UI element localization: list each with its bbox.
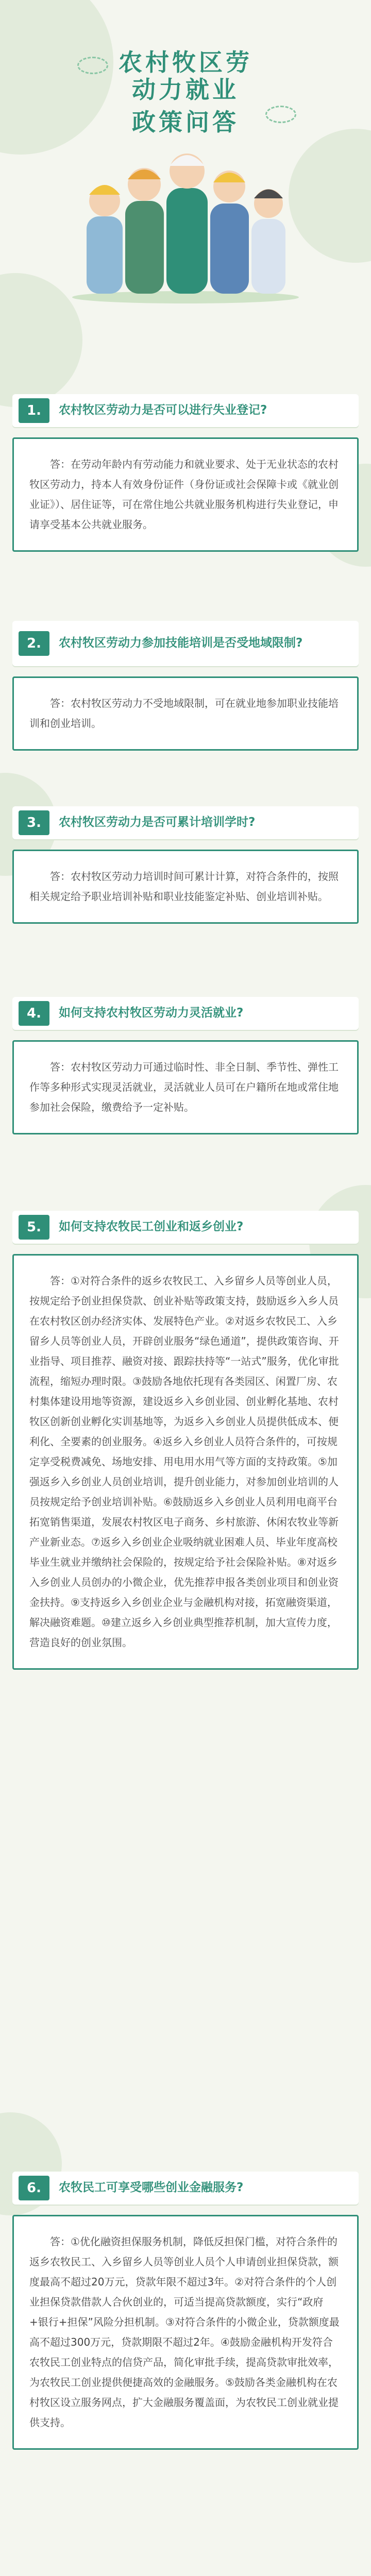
question-bar — [12, 394, 359, 427]
question-number: 4. — [19, 1001, 49, 1026]
answer-box — [12, 850, 359, 924]
answer-text: 答：农村牧区劳动力不受地域限制，可在就业地参加职业技能培训和创业培训。 — [29, 697, 339, 730]
qa-section-5 — [12, 1211, 359, 1670]
question-bar — [12, 621, 359, 666]
page-title — [106, 49, 265, 136]
question-number: 1. — [19, 398, 49, 423]
qa-section-2 — [12, 621, 359, 751]
question-text: 如何支持农牧民工创业和返乡创业? — [59, 1220, 244, 1234]
answer-box — [12, 2215, 359, 2450]
question-number: 5. — [19, 1215, 49, 1240]
answer-box — [12, 437, 359, 552]
answer-text: 答：农村牧区劳动力培训时间可累计计算，对符合条件的，按照相关规定给予职业培训补贴和职业技能鉴定补贴、创业培训补贴。 — [29, 870, 339, 903]
qa-section-4 — [12, 997, 359, 1134]
answer-box — [12, 1040, 359, 1134]
question-bar — [12, 806, 359, 839]
title-line-2: 政策问答 — [132, 108, 239, 136]
workers-illustration — [81, 139, 290, 294]
question-text: 农村牧区劳动力是否可累计培训学时? — [59, 816, 256, 829]
title-decoration — [265, 106, 296, 123]
answer-text: 答：①优化融资担保服务机制，降低反担保门槛，对符合条件的返乡农牧民工、入乡留乡人员等创业人员个人申请创业担保贷款，额度最高不超过20万元，贷款年限不超过3年。②对符合条件的个人创业担保贷款借款人合伙创业的，可适当提高贷款额度，实行“政府+银行+担保”风险分担机制。③对符合条件的小微企业，贷款额度最高不超过300万元，贷款期限不超过2年。④鼓励金融机构开发符合农牧民工创业特点的信贷产品，简化审批手续，提高贷款审批效率，为农牧民工创业提供便捷高效的金融服务。⑤鼓励各类金融机构在农村牧区设立服务网点，扩大金融服务覆盖面，为农牧民工创业就业提供支持。 — [29, 2235, 340, 2429]
question-text: 农村牧区劳动力参加技能培训是否受地域限制? — [59, 636, 303, 650]
title-line-1: 农村牧区劳动力就业 — [119, 48, 252, 104]
qa-section-6 — [12, 2172, 359, 2450]
answer-text: 答：农村牧区劳动力可通过临时性、非全日制、季节性、弹性工作等多种形式实现灵活就业，灵活就业人员可在户籍所在地或常住地参加社会保险，缴费给予一定补贴。 — [29, 1061, 339, 1113]
title-decoration — [77, 57, 108, 74]
workers-illustration-svg — [81, 139, 290, 294]
header — [0, 0, 371, 392]
question-text: 农村牧区劳动力是否可以进行失业登记? — [59, 403, 267, 417]
question-bar — [12, 2172, 359, 2205]
answer-text: 答：在劳动年龄内有劳动能力和就业要求、处于无业状态的农村牧区劳动力，持本人有效身份证件（身份证或社会保障卡或《就业创业证》）、居住证等，可在常住地公共就业服务机构进行失业登记，申请享受基本公共就业服务。 — [29, 458, 339, 531]
question-number: 3. — [19, 810, 49, 835]
question-number: 2. — [19, 631, 49, 656]
answer-box — [12, 1254, 359, 1670]
question-text: 如何支持农村牧区劳动力灵活就业? — [59, 1006, 244, 1020]
qa-section-1 — [12, 394, 359, 552]
qa-section-3 — [12, 806, 359, 924]
question-number: 6. — [19, 2176, 49, 2200]
question-bar — [12, 1211, 359, 1244]
answer-text: 答：①对符合条件的返乡农牧民工、入乡留乡人员等创业人员，按规定给予创业担保贷款、创业补贴等政策支持，鼓励返乡入乡人员在农村牧区创办经济实体、发展特色产业。②对返乡农牧民工、入乡留乡人员等创业人员，开辟创业服务“绿色通道”，提供政策咨询、开业指导、项目推荐、融资对接、跟踪扶持等“一站式”服务，优化审批流程，缩短办理时限。③鼓励各地依托现有各类园区、闲置厂房、农村集体建设用地等资源，建设返乡入乡创业园、创业孵化基地、农村牧区创新创业孵化实训基地等，为返乡入乡创业人员提供低成本、便利化、全要素的创业服务。④返乡入乡创业人员符合条件的，可按规定享受税费减免、场地安排、用电用水用气等方面的支持政策。⑤加强返乡入乡创业人员创业培训，提升创业能力，对参加创业培训的人员按规定给予创业培训补贴。⑥鼓励返乡入乡创业人员利用电商平台拓宽销售渠道，发展农村牧区电子商务、乡村旅游、休闲农牧业等新产业新业态。⑦返乡入乡创业企业吸纳就业困难人员、毕业年度高校毕业生就业并缴纳社会保险的，按规定给予社会保险补贴。⑧对返乡入乡创业人员创办的小微企业，优先推荐申报各类创业项目和创业资金扶持。⑨支持返乡入乡创业企业与金融机构对接，拓宽融资渠道，解决融资难题。⑩建立返乡入乡创业典型推荐机制，加大宣传力度，营造良好的创业氛围。 — [29, 1275, 339, 1649]
question-text: 农牧民工可享受哪些创业金融服务? — [59, 2181, 244, 2195]
answer-box — [12, 676, 359, 751]
question-bar — [12, 997, 359, 1030]
